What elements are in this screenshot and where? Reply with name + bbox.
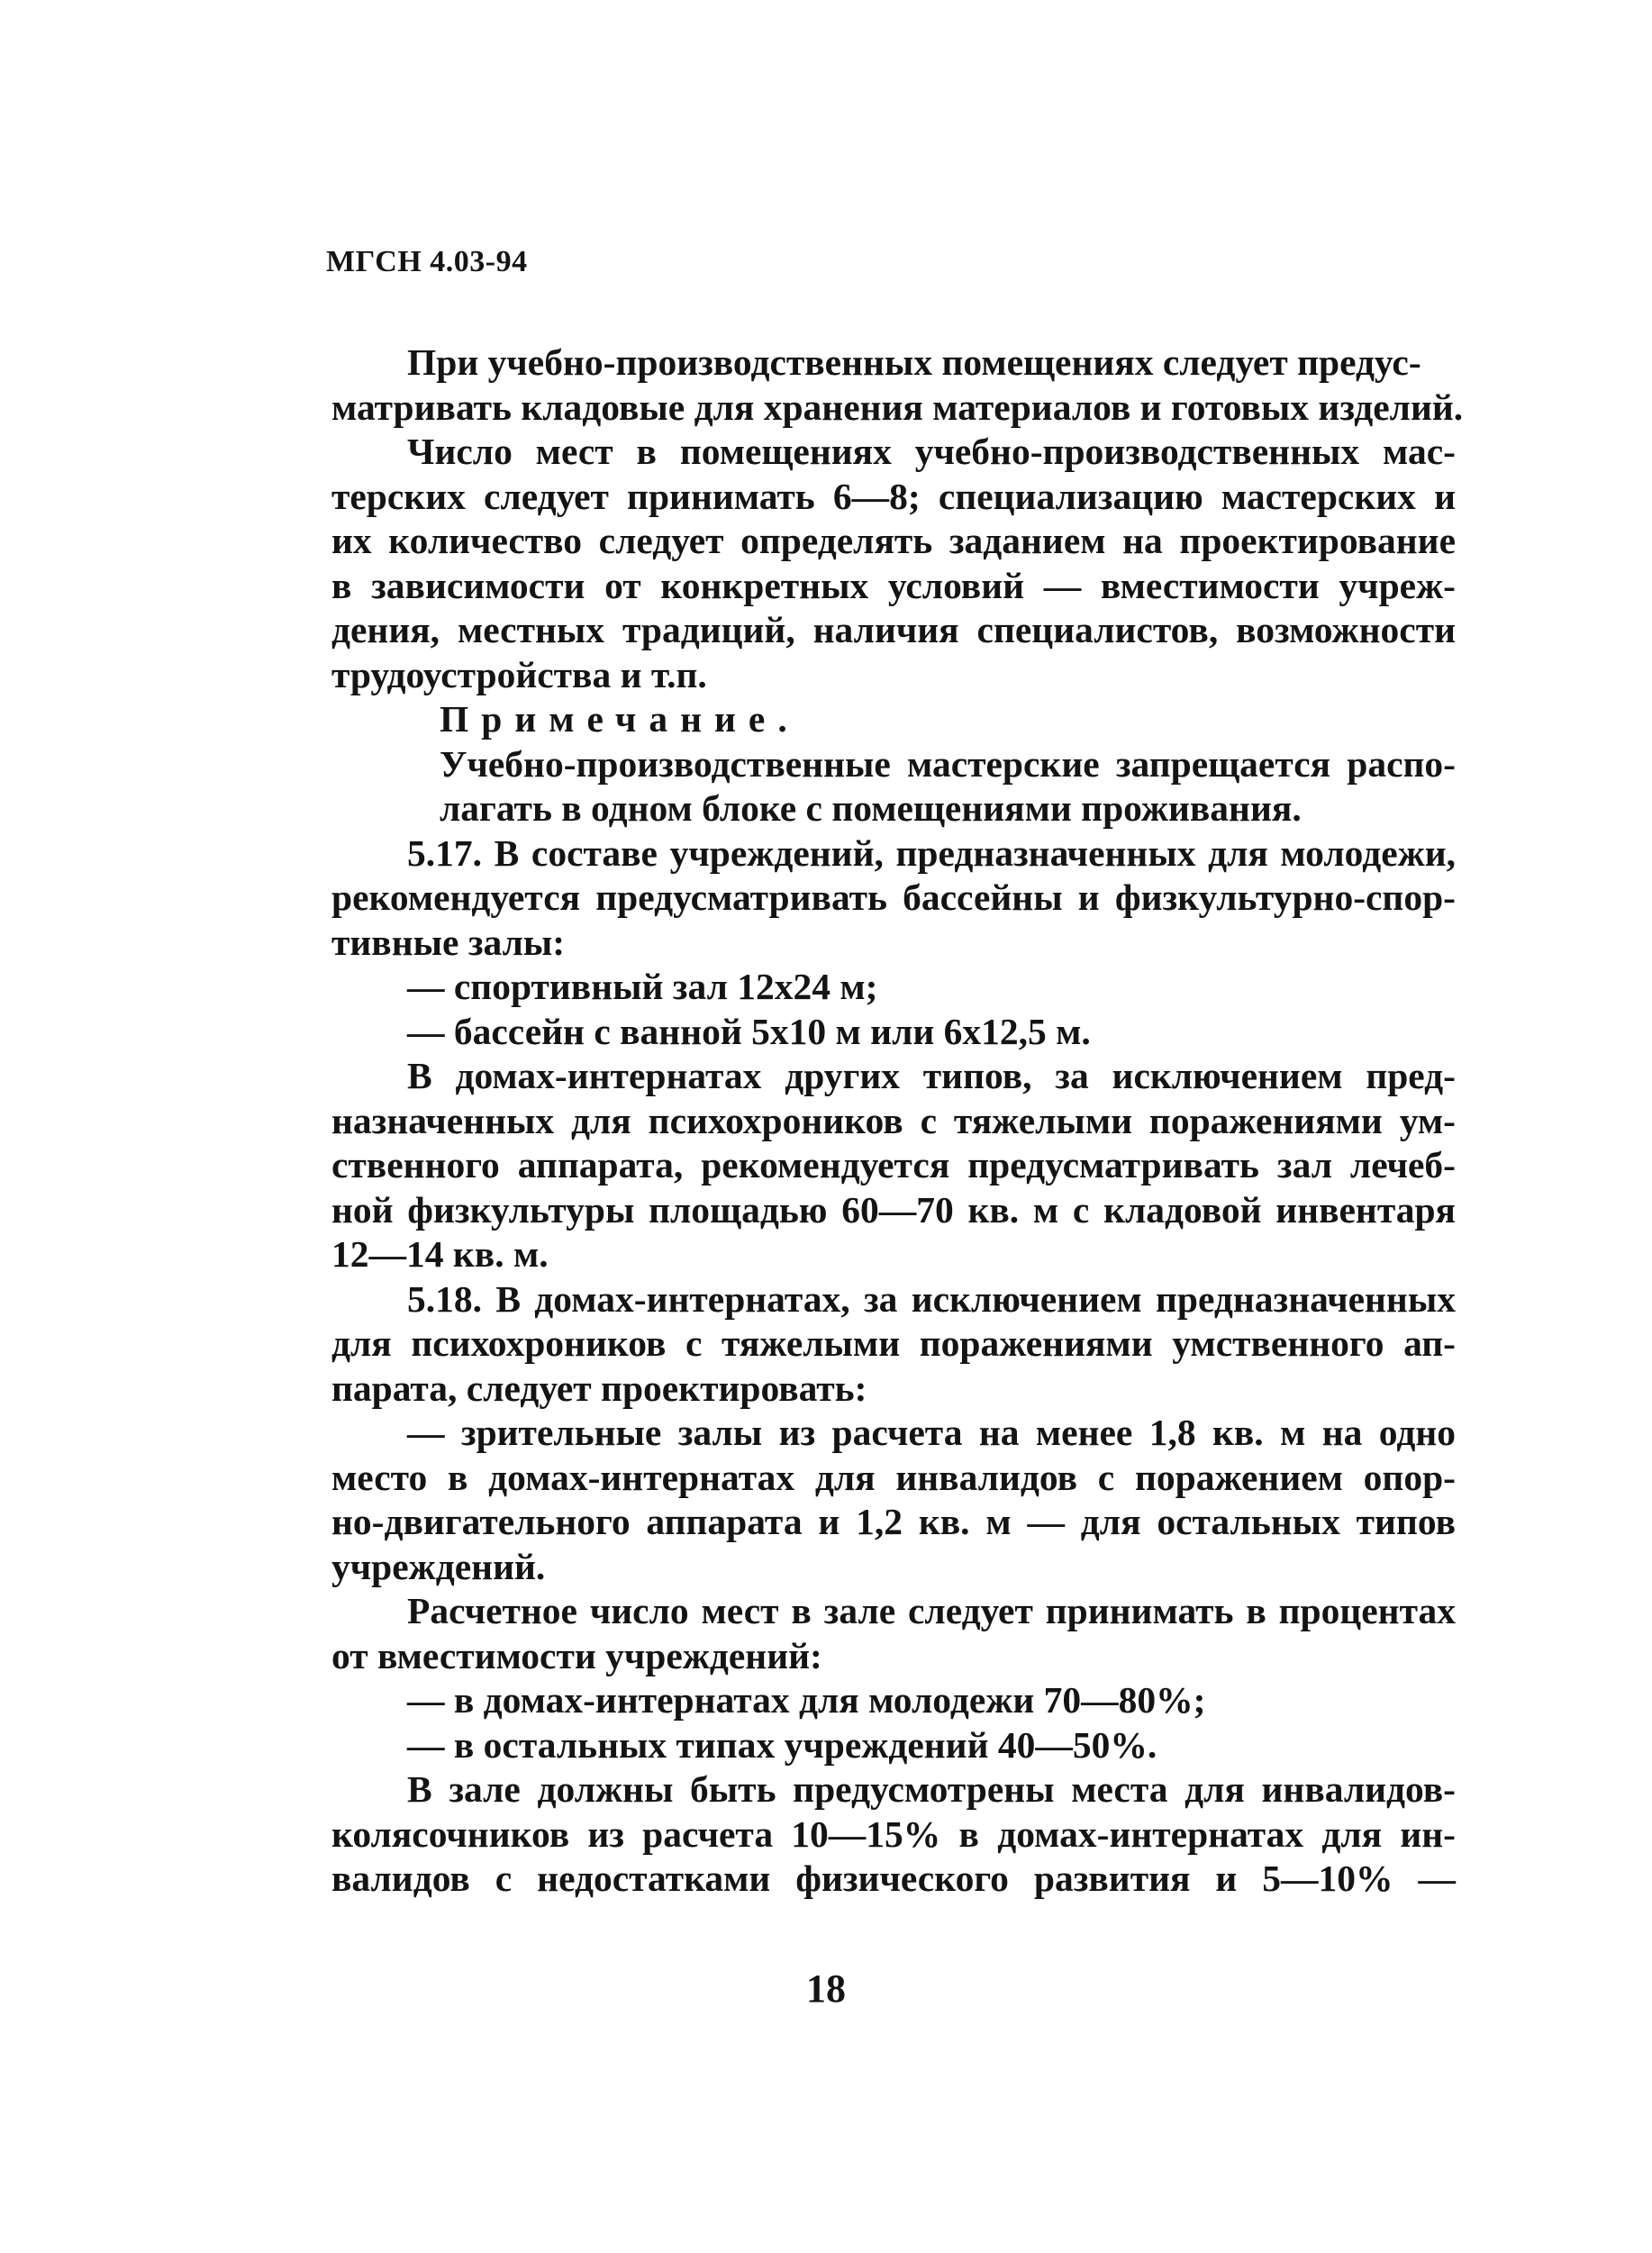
text-line: При учебно-производственных помещениях следует предус- (407, 341, 1421, 383)
document-header: МГСН 4.03-94 (326, 245, 528, 278)
text-line: терских следует принимать 6—8; специализацию мастерских и (331, 475, 1456, 517)
text-line: В зале должны быть предусмотрены места для инвалидов- (407, 1768, 1456, 1810)
text-line: 12—14 кв. м. (331, 1233, 549, 1275)
text-line: Число мест в помещениях учебно-производственных мас- (407, 431, 1456, 472)
body-text (331, 341, 1464, 1902)
text-line: рекомендуется предусматривать бассейны и физкультурно-спор- (331, 877, 1456, 918)
text-line: — в остальных типах учреждений 40—50%. (407, 1723, 1157, 1766)
page-number: 18 (806, 1967, 846, 2011)
text-line: — спортивный зал 12х24 м; (407, 966, 878, 1007)
text-line: 5.17. В составе учреждений, предназначенных для молодежи, (407, 831, 1456, 874)
text-line: их количество следует определять заданием на проектирование (331, 520, 1456, 561)
text-line: но-двигательного аппарата и 1,2 кв. м — для остальных типов (331, 1501, 1456, 1542)
text-line: Примечание. (440, 698, 800, 740)
text-line: 5.18. В домах-интернатах, за исключением предназначенных (407, 1277, 1456, 1320)
text-line: парата, следует проектировать: (331, 1367, 867, 1409)
text-line: учреждений. (331, 1545, 546, 1587)
text-line: матривать кладовые для хранения материалов и готовых изделий. (331, 386, 1464, 428)
text-line: колясочников из расчета 10—15% в домах-интернатах для ин- (331, 1812, 1456, 1855)
text-line: Учебно-производственные мастерские запрещается распо- (440, 742, 1456, 785)
text-line: трудоустройства и т.п. (331, 653, 707, 695)
text-line: от вместимости учреждений: (331, 1634, 822, 1676)
text-line: в зависимости от конкретных условий — вместимости учреж- (331, 564, 1456, 606)
text-line: для психохроников с тяжелыми поражениями умственного ап- (331, 1322, 1456, 1364)
text-line: дения, местных традиций, наличия специалистов, возможности (331, 609, 1456, 650)
text-line: — зрительные залы из расчета на менее 1,8 кв. м на одно (407, 1412, 1456, 1453)
text-line: лагать в одном блоке с помещениями проживания. (440, 787, 1302, 829)
text-line: валидов с недостатками физического развития и 5—10% — (331, 1858, 1456, 1899)
text-line: В домах-интернатах других типов, за исключением пред- (407, 1055, 1456, 1096)
text-line: ственного аппарата, рекомендуется предусматривать зал лечеб- (331, 1144, 1456, 1186)
text-line: место в домах-интернатах для инвалидов с поражением опор- (331, 1456, 1456, 1498)
text-line: — в домах-интернатах для молодежи 70—80%; (407, 1679, 1206, 1721)
text-line: ной физкультуры площадью 60—70 кв. м с кладовой инвентаря (331, 1188, 1456, 1231)
text-line: — бассейн с ванной 5х10 м или 6х12,5 м. (407, 1010, 1091, 1052)
text-line: Расчетное число мест в зале следует принимать в процентах (407, 1590, 1456, 1631)
text-line: назначенных для психохроников с тяжелыми поражениями ум- (331, 1099, 1456, 1141)
text-line: тивные залы: (331, 921, 566, 963)
